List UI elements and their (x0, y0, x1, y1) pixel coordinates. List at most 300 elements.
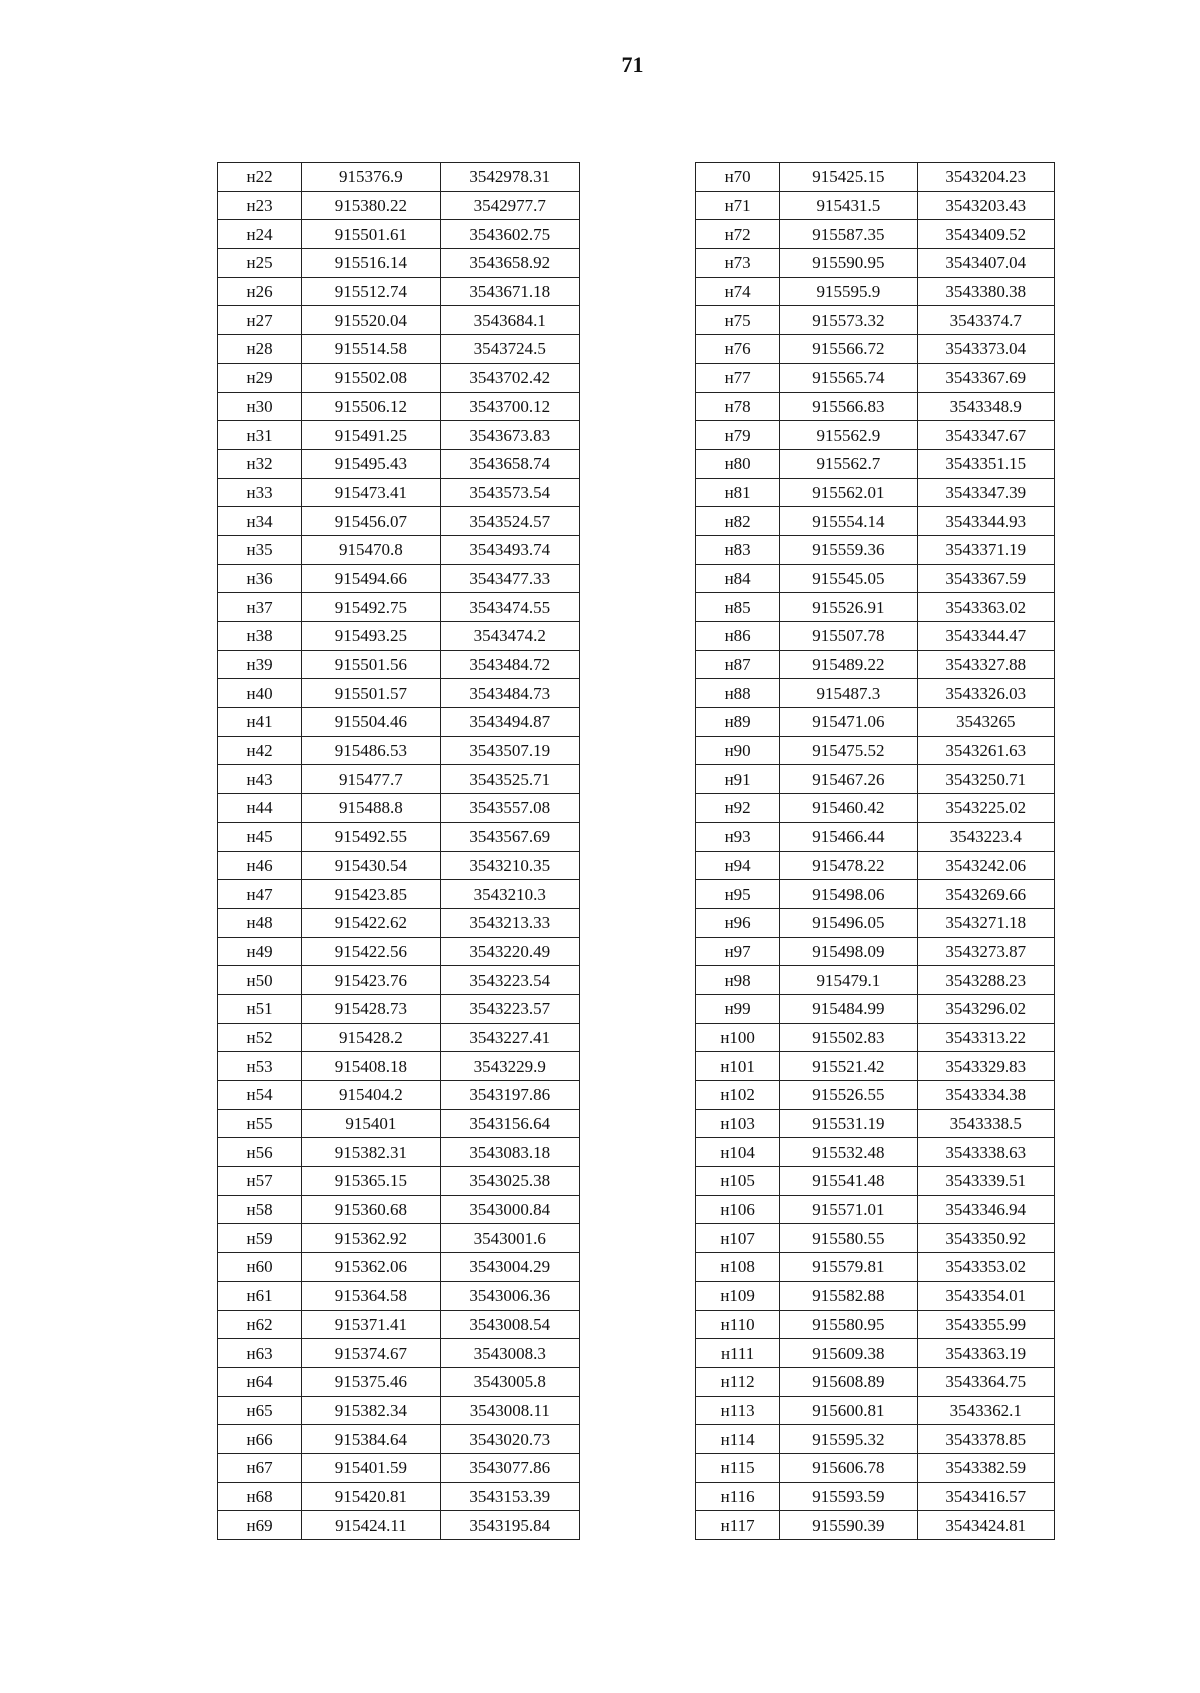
point-id-cell: н68 (218, 1482, 302, 1511)
point-id-cell: н97 (696, 937, 780, 966)
table-row (696, 392, 1055, 421)
x-coordinate-cell: 915428.73 (302, 994, 440, 1023)
point-id-cell: н111 (696, 1339, 780, 1368)
x-coordinate-cell: 915495.43 (302, 449, 440, 478)
point-id-cell: н63 (218, 1339, 302, 1368)
point-id-cell: н78 (696, 392, 780, 421)
x-coordinate-cell: 915562.9 (780, 421, 917, 450)
x-coordinate-cell: 915562.7 (780, 449, 917, 478)
y-coordinate-cell: 3543225.02 (917, 794, 1054, 823)
y-coordinate-cell: 3543334.38 (917, 1081, 1054, 1110)
y-coordinate-cell: 3543355.99 (917, 1310, 1054, 1339)
y-coordinate-cell: 3543156.64 (440, 1109, 579, 1138)
table-row (218, 363, 580, 392)
table-row (218, 851, 580, 880)
x-coordinate-cell: 915360.68 (302, 1195, 440, 1224)
point-id-cell: н53 (218, 1052, 302, 1081)
point-id-cell: н64 (218, 1367, 302, 1396)
y-coordinate-cell: 3543346.94 (917, 1195, 1054, 1224)
table-row (696, 306, 1055, 335)
table-row (696, 421, 1055, 450)
x-coordinate-cell: 915501.57 (302, 679, 440, 708)
y-coordinate-cell: 3543367.69 (917, 363, 1054, 392)
table-row (696, 507, 1055, 536)
y-coordinate-cell: 3543371.19 (917, 535, 1054, 564)
x-coordinate-cell: 915420.81 (302, 1482, 440, 1511)
table-row (696, 765, 1055, 794)
y-coordinate-cell: 3543351.15 (917, 449, 1054, 478)
y-coordinate-cell: 3543484.73 (440, 679, 579, 708)
y-coordinate-cell: 3543364.75 (917, 1367, 1054, 1396)
table-row (218, 765, 580, 794)
x-coordinate-cell: 915587.35 (780, 220, 917, 249)
y-coordinate-cell: 3543362.1 (917, 1396, 1054, 1425)
table-row (218, 335, 580, 364)
y-coordinate-cell: 3543008.11 (440, 1396, 579, 1425)
x-coordinate-cell: 915374.67 (302, 1339, 440, 1368)
point-id-cell: н113 (696, 1396, 780, 1425)
y-coordinate-cell: 3543210.3 (440, 880, 579, 909)
y-coordinate-cell: 3543229.9 (440, 1052, 579, 1081)
x-coordinate-cell: 915506.12 (302, 392, 440, 421)
x-coordinate-cell: 915491.25 (302, 421, 440, 450)
table-row (218, 679, 580, 708)
table-row (696, 191, 1055, 220)
table-row (696, 1195, 1055, 1224)
x-coordinate-cell: 915371.41 (302, 1310, 440, 1339)
point-id-cell: н49 (218, 937, 302, 966)
table-row (696, 220, 1055, 249)
y-coordinate-cell: 3543484.72 (440, 650, 579, 679)
y-coordinate-cell: 3543474.2 (440, 622, 579, 651)
table-row (696, 335, 1055, 364)
x-coordinate-cell: 915488.8 (302, 794, 440, 823)
y-coordinate-cell: 3543313.22 (917, 1023, 1054, 1052)
x-coordinate-cell: 915380.22 (302, 191, 440, 220)
table-row (218, 593, 580, 622)
table-row (218, 163, 580, 192)
y-coordinate-cell: 3543242.06 (917, 851, 1054, 880)
x-coordinate-cell: 915423.85 (302, 880, 440, 909)
y-coordinate-cell: 3543000.84 (440, 1195, 579, 1224)
x-coordinate-cell: 915498.06 (780, 880, 917, 909)
table-row (696, 1167, 1055, 1196)
table-row (218, 1281, 580, 1310)
y-coordinate-cell: 3543525.71 (440, 765, 579, 794)
point-id-cell: н48 (218, 908, 302, 937)
x-coordinate-cell: 915467.26 (780, 765, 917, 794)
y-coordinate-cell: 3543380.38 (917, 277, 1054, 306)
y-coordinate-cell: 3543658.74 (440, 449, 579, 478)
y-coordinate-cell: 3543223.54 (440, 966, 579, 995)
point-id-cell: н25 (218, 249, 302, 278)
y-coordinate-cell: 3543671.18 (440, 277, 579, 306)
table-row (218, 564, 580, 593)
point-id-cell: н106 (696, 1195, 780, 1224)
point-id-cell: н103 (696, 1109, 780, 1138)
point-id-cell: н77 (696, 363, 780, 392)
x-coordinate-cell: 915573.32 (780, 306, 917, 335)
table-row (218, 1224, 580, 1253)
x-coordinate-cell: 915423.76 (302, 966, 440, 995)
point-id-cell: н96 (696, 908, 780, 937)
y-coordinate-cell: 3543329.83 (917, 1052, 1054, 1081)
point-id-cell: н70 (696, 163, 780, 192)
table-row (696, 1253, 1055, 1282)
point-id-cell: н94 (696, 851, 780, 880)
x-coordinate-cell: 915384.64 (302, 1425, 440, 1454)
table-row (218, 277, 580, 306)
point-id-cell: н28 (218, 335, 302, 364)
table-row (218, 1367, 580, 1396)
point-id-cell: н115 (696, 1453, 780, 1482)
y-coordinate-cell: 3543348.9 (917, 392, 1054, 421)
table-row (218, 1425, 580, 1454)
table-row (696, 564, 1055, 593)
y-coordinate-cell: 3543373.04 (917, 335, 1054, 364)
y-coordinate-cell: 3543658.92 (440, 249, 579, 278)
point-id-cell: н31 (218, 421, 302, 450)
table-row (696, 1081, 1055, 1110)
y-coordinate-cell: 3543684.1 (440, 306, 579, 335)
point-id-cell: н59 (218, 1224, 302, 1253)
x-coordinate-cell: 915382.34 (302, 1396, 440, 1425)
point-id-cell: н109 (696, 1281, 780, 1310)
table-row (696, 535, 1055, 564)
x-coordinate-cell: 915512.74 (302, 277, 440, 306)
point-id-cell: н23 (218, 191, 302, 220)
x-coordinate-cell: 915470.8 (302, 535, 440, 564)
x-coordinate-cell: 915608.89 (780, 1367, 917, 1396)
point-id-cell: н85 (696, 593, 780, 622)
table-row (696, 1339, 1055, 1368)
table-row (218, 1081, 580, 1110)
y-coordinate-cell: 3543195.84 (440, 1511, 579, 1540)
table-row (696, 1367, 1055, 1396)
table-row (218, 191, 580, 220)
y-coordinate-cell: 3543269.66 (917, 880, 1054, 909)
point-id-cell: н65 (218, 1396, 302, 1425)
y-coordinate-cell: 3543004.29 (440, 1253, 579, 1282)
point-id-cell: н52 (218, 1023, 302, 1052)
x-coordinate-cell: 915566.83 (780, 392, 917, 421)
point-id-cell: н29 (218, 363, 302, 392)
x-coordinate-cell: 915516.14 (302, 249, 440, 278)
y-coordinate-cell: 3543288.23 (917, 966, 1054, 995)
point-id-cell: н93 (696, 822, 780, 851)
x-coordinate-cell: 915520.04 (302, 306, 440, 335)
x-coordinate-cell: 915496.05 (780, 908, 917, 937)
point-id-cell: н56 (218, 1138, 302, 1167)
y-coordinate-cell: 3543273.87 (917, 937, 1054, 966)
point-id-cell: н79 (696, 421, 780, 450)
x-coordinate-cell: 915466.44 (780, 822, 917, 851)
point-id-cell: н54 (218, 1081, 302, 1110)
y-coordinate-cell: 3543493.74 (440, 535, 579, 564)
point-id-cell: н104 (696, 1138, 780, 1167)
y-coordinate-cell: 3543382.59 (917, 1453, 1054, 1482)
x-coordinate-cell: 915460.42 (780, 794, 917, 823)
point-id-cell: н47 (218, 880, 302, 909)
point-id-cell: н72 (696, 220, 780, 249)
table-row (696, 679, 1055, 708)
y-coordinate-cell: 3543227.41 (440, 1023, 579, 1052)
coordinates-table-right (695, 162, 1055, 1540)
x-coordinate-cell: 915502.83 (780, 1023, 917, 1052)
x-coordinate-cell: 915486.53 (302, 736, 440, 765)
y-coordinate-cell: 3543363.19 (917, 1339, 1054, 1368)
point-id-cell: н87 (696, 650, 780, 679)
table-row (218, 794, 580, 823)
point-id-cell: н100 (696, 1023, 780, 1052)
table-row (218, 994, 580, 1023)
table-row (696, 1396, 1055, 1425)
point-id-cell: н76 (696, 335, 780, 364)
x-coordinate-cell: 915484.99 (780, 994, 917, 1023)
y-coordinate-cell: 3543077.86 (440, 1453, 579, 1482)
y-coordinate-cell: 3543197.86 (440, 1081, 579, 1110)
y-coordinate-cell: 3543347.39 (917, 478, 1054, 507)
x-coordinate-cell: 915545.05 (780, 564, 917, 593)
x-coordinate-cell: 915456.07 (302, 507, 440, 536)
point-id-cell: н105 (696, 1167, 780, 1196)
y-coordinate-cell: 3543265 (917, 708, 1054, 737)
point-id-cell: н24 (218, 220, 302, 249)
x-coordinate-cell: 915382.31 (302, 1138, 440, 1167)
point-id-cell: н81 (696, 478, 780, 507)
y-coordinate-cell: 3543344.47 (917, 622, 1054, 651)
x-coordinate-cell: 915595.9 (780, 277, 917, 306)
point-id-cell: н108 (696, 1253, 780, 1282)
table-row (218, 650, 580, 679)
table-row (696, 650, 1055, 679)
x-coordinate-cell: 915514.58 (302, 335, 440, 364)
table-row (696, 277, 1055, 306)
y-coordinate-cell: 3543347.67 (917, 421, 1054, 450)
x-coordinate-cell: 915501.61 (302, 220, 440, 249)
y-coordinate-cell: 3543673.83 (440, 421, 579, 450)
table-row (696, 1052, 1055, 1081)
y-coordinate-cell: 3543424.81 (917, 1511, 1054, 1540)
point-id-cell: н86 (696, 622, 780, 651)
x-coordinate-cell: 915580.55 (780, 1224, 917, 1253)
x-coordinate-cell: 915425.15 (780, 163, 917, 192)
y-coordinate-cell: 3543338.5 (917, 1109, 1054, 1138)
y-coordinate-cell: 3543220.49 (440, 937, 579, 966)
table-row (218, 1138, 580, 1167)
point-id-cell: н60 (218, 1253, 302, 1282)
x-coordinate-cell: 915579.81 (780, 1253, 917, 1282)
x-coordinate-cell: 915479.1 (780, 966, 917, 995)
y-coordinate-cell: 3543378.85 (917, 1425, 1054, 1454)
table-row (218, 1253, 580, 1282)
y-coordinate-cell: 3543005.8 (440, 1367, 579, 1396)
table-row (696, 622, 1055, 651)
point-id-cell: н58 (218, 1195, 302, 1224)
y-coordinate-cell: 3543350.92 (917, 1224, 1054, 1253)
y-coordinate-cell: 3543210.35 (440, 851, 579, 880)
y-coordinate-cell: 3543567.69 (440, 822, 579, 851)
y-coordinate-cell: 3543702.42 (440, 363, 579, 392)
x-coordinate-cell: 915473.41 (302, 478, 440, 507)
point-id-cell: н26 (218, 277, 302, 306)
table-row (218, 507, 580, 536)
y-coordinate-cell: 3543020.73 (440, 1425, 579, 1454)
y-coordinate-cell: 3543339.51 (917, 1167, 1054, 1196)
x-coordinate-cell: 915431.5 (780, 191, 917, 220)
point-id-cell: н89 (696, 708, 780, 737)
table-row (218, 1109, 580, 1138)
point-id-cell: н107 (696, 1224, 780, 1253)
table-row (218, 249, 580, 278)
table-row (218, 1396, 580, 1425)
y-coordinate-cell: 3543338.63 (917, 1138, 1054, 1167)
y-coordinate-cell: 3543271.18 (917, 908, 1054, 937)
x-coordinate-cell: 915559.36 (780, 535, 917, 564)
y-coordinate-cell: 3543153.39 (440, 1482, 579, 1511)
table-row (218, 1339, 580, 1368)
point-id-cell: н43 (218, 765, 302, 794)
y-coordinate-cell: 3543327.88 (917, 650, 1054, 679)
point-id-cell: н73 (696, 249, 780, 278)
point-id-cell: н80 (696, 449, 780, 478)
y-coordinate-cell: 3543494.87 (440, 708, 579, 737)
point-id-cell: н82 (696, 507, 780, 536)
y-coordinate-cell: 3543203.43 (917, 191, 1054, 220)
point-id-cell: н61 (218, 1281, 302, 1310)
y-coordinate-cell: 3543416.57 (917, 1482, 1054, 1511)
table-row (218, 880, 580, 909)
table-row (696, 966, 1055, 995)
point-id-cell: н30 (218, 392, 302, 421)
table-row (218, 421, 580, 450)
point-id-cell: н41 (218, 708, 302, 737)
x-coordinate-cell: 915521.42 (780, 1052, 917, 1081)
point-id-cell: н46 (218, 851, 302, 880)
table-left-body (218, 163, 580, 1540)
table-row (218, 1167, 580, 1196)
y-coordinate-cell: 3543001.6 (440, 1224, 579, 1253)
point-id-cell: н95 (696, 880, 780, 909)
x-coordinate-cell: 915422.62 (302, 908, 440, 937)
x-coordinate-cell: 915428.2 (302, 1023, 440, 1052)
y-coordinate-cell: 3543407.04 (917, 249, 1054, 278)
table-row (218, 1511, 580, 1540)
table-row (696, 1511, 1055, 1540)
y-coordinate-cell: 3543363.02 (917, 593, 1054, 622)
x-coordinate-cell: 915566.72 (780, 335, 917, 364)
table-row (696, 478, 1055, 507)
table-row (696, 794, 1055, 823)
coordinates-table-left (217, 162, 580, 1540)
point-id-cell: н114 (696, 1425, 780, 1454)
x-coordinate-cell: 915526.91 (780, 593, 917, 622)
x-coordinate-cell: 915590.39 (780, 1511, 917, 1540)
x-coordinate-cell: 915600.81 (780, 1396, 917, 1425)
x-coordinate-cell: 915422.56 (302, 937, 440, 966)
table-row (696, 363, 1055, 392)
y-coordinate-cell: 3543524.57 (440, 507, 579, 536)
point-id-cell: н117 (696, 1511, 780, 1540)
table-row (218, 478, 580, 507)
x-coordinate-cell: 915492.55 (302, 822, 440, 851)
x-coordinate-cell: 915593.59 (780, 1482, 917, 1511)
y-coordinate-cell: 3543374.7 (917, 306, 1054, 335)
point-id-cell: н37 (218, 593, 302, 622)
point-id-cell: н33 (218, 478, 302, 507)
point-id-cell: н98 (696, 966, 780, 995)
x-coordinate-cell: 915362.92 (302, 1224, 440, 1253)
table-row (218, 535, 580, 564)
table-row (696, 1482, 1055, 1511)
y-coordinate-cell: 3542977.7 (440, 191, 579, 220)
point-id-cell: н66 (218, 1425, 302, 1454)
x-coordinate-cell: 915424.11 (302, 1511, 440, 1540)
x-coordinate-cell: 915493.25 (302, 622, 440, 651)
y-coordinate-cell: 3543353.02 (917, 1253, 1054, 1282)
y-coordinate-cell: 3543409.52 (917, 220, 1054, 249)
y-coordinate-cell: 3543354.01 (917, 1281, 1054, 1310)
x-coordinate-cell: 915562.01 (780, 478, 917, 507)
table-row (218, 449, 580, 478)
point-id-cell: н34 (218, 507, 302, 536)
x-coordinate-cell: 915590.95 (780, 249, 917, 278)
table-row (696, 937, 1055, 966)
x-coordinate-cell: 915404.2 (302, 1081, 440, 1110)
y-coordinate-cell: 3543573.54 (440, 478, 579, 507)
point-id-cell: н88 (696, 679, 780, 708)
point-id-cell: н90 (696, 736, 780, 765)
point-id-cell: н22 (218, 163, 302, 192)
table-row (696, 1310, 1055, 1339)
x-coordinate-cell: 915487.3 (780, 679, 917, 708)
y-coordinate-cell: 3543474.55 (440, 593, 579, 622)
x-coordinate-cell: 915408.18 (302, 1052, 440, 1081)
table-row (218, 966, 580, 995)
point-id-cell: н45 (218, 822, 302, 851)
table-row (696, 1425, 1055, 1454)
point-id-cell: н71 (696, 191, 780, 220)
table-row (696, 1023, 1055, 1052)
y-coordinate-cell: 3543006.36 (440, 1281, 579, 1310)
y-coordinate-cell: 3543250.71 (917, 765, 1054, 794)
y-coordinate-cell: 3543223.4 (917, 822, 1054, 851)
point-id-cell: н38 (218, 622, 302, 651)
point-id-cell: н75 (696, 306, 780, 335)
y-coordinate-cell: 3542978.31 (440, 163, 579, 192)
point-id-cell: н27 (218, 306, 302, 335)
table-row (218, 908, 580, 937)
x-coordinate-cell: 915489.22 (780, 650, 917, 679)
point-id-cell: н92 (696, 794, 780, 823)
x-coordinate-cell: 915401 (302, 1109, 440, 1138)
table-row (218, 1023, 580, 1052)
table-row (696, 1138, 1055, 1167)
point-id-cell: н62 (218, 1310, 302, 1339)
y-coordinate-cell: 3543557.08 (440, 794, 579, 823)
point-id-cell: н102 (696, 1081, 780, 1110)
x-coordinate-cell: 915376.9 (302, 163, 440, 192)
point-id-cell: н39 (218, 650, 302, 679)
table-row (696, 1453, 1055, 1482)
x-coordinate-cell: 915492.75 (302, 593, 440, 622)
table-row (696, 163, 1055, 192)
x-coordinate-cell: 915580.95 (780, 1310, 917, 1339)
x-coordinate-cell: 915595.32 (780, 1425, 917, 1454)
x-coordinate-cell: 915507.78 (780, 622, 917, 651)
x-coordinate-cell: 915501.56 (302, 650, 440, 679)
point-id-cell: н84 (696, 564, 780, 593)
